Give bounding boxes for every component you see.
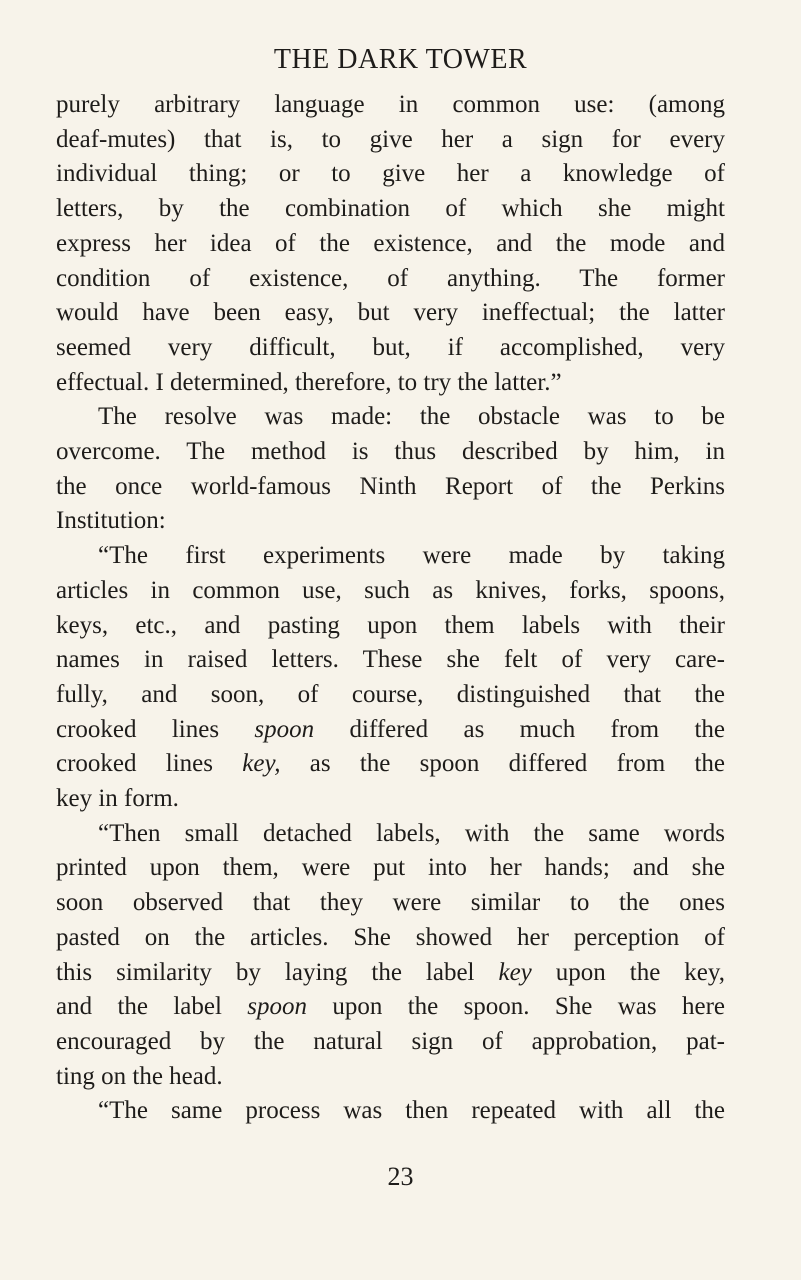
text-line: effectual. I determined, therefore, to try the latter.”	[56, 368, 562, 396]
text-line: pasted on the articles. She showed her perception of	[56, 923, 725, 951]
italic-word: spoon	[247, 993, 307, 1021]
italic-word: key,	[242, 750, 281, 778]
text-line: Institution:	[56, 507, 166, 535]
text-line: fully, and soon, of course, distinguished that the	[56, 680, 725, 708]
text-line: key in form.	[56, 785, 179, 813]
text-line: and the label spoon upon the spoon. She was here	[56, 993, 725, 1021]
page-number: 23	[387, 1162, 414, 1191]
body-text	[56, 88, 725, 1129]
text-line: keys, etc., and pasting upon them labels with their	[56, 611, 725, 639]
text-line: letters, by the combination of which she might	[56, 195, 725, 223]
text-line: would have been easy, but very ineffectual; the latter	[56, 299, 725, 327]
text-line: condition of existence, of anything. The former	[56, 264, 725, 292]
text-line: “The first experiments were made by taking	[98, 542, 725, 570]
text-line: names in raised letters. These she felt of very care-	[56, 646, 725, 674]
text-line: deaf-mutes) that is, to give her a sign for every	[56, 125, 725, 153]
text-line: encouraged by the natural sign of approbation, pat-	[56, 1027, 725, 1055]
text-line: articles in common use, such as knives, forks, spoons,	[56, 576, 725, 604]
text-line: crooked lines spoon differed as much from the	[56, 715, 726, 743]
italic-word: spoon	[254, 715, 315, 743]
running-head: THE DARK TOWER	[273, 44, 528, 75]
italic-word: key	[498, 958, 532, 986]
text-line: printed upon them, were put into her hands; and she	[56, 854, 725, 882]
text-line: “The same process was then repeated with all the	[98, 1097, 725, 1125]
text-line: soon observed that they were similar to the ones	[56, 889, 725, 917]
text-line: overcome. The method is thus described by him, in	[56, 438, 725, 466]
text-line: The resolve was made: the obstacle was to be	[98, 403, 725, 431]
text-line: “Then small detached labels, with the same words	[98, 819, 725, 847]
text-line: this similarity by laying the label key upon the key,	[56, 958, 726, 986]
text-line: express her idea of the existence, and the mode and	[56, 229, 725, 257]
text-line: the once world-famous Ninth Report of the Perkins	[56, 472, 725, 500]
text-line: individual thing; or to give her a knowledge of	[56, 160, 725, 188]
text-line: crooked lines key, as the spoon differed from the	[56, 750, 725, 778]
text-line: seemed very difficult, but, if accomplished, very	[56, 333, 725, 361]
text-line: purely arbitrary language in common use: (among	[56, 91, 725, 118]
text-line: ting on the head.	[56, 1062, 223, 1090]
